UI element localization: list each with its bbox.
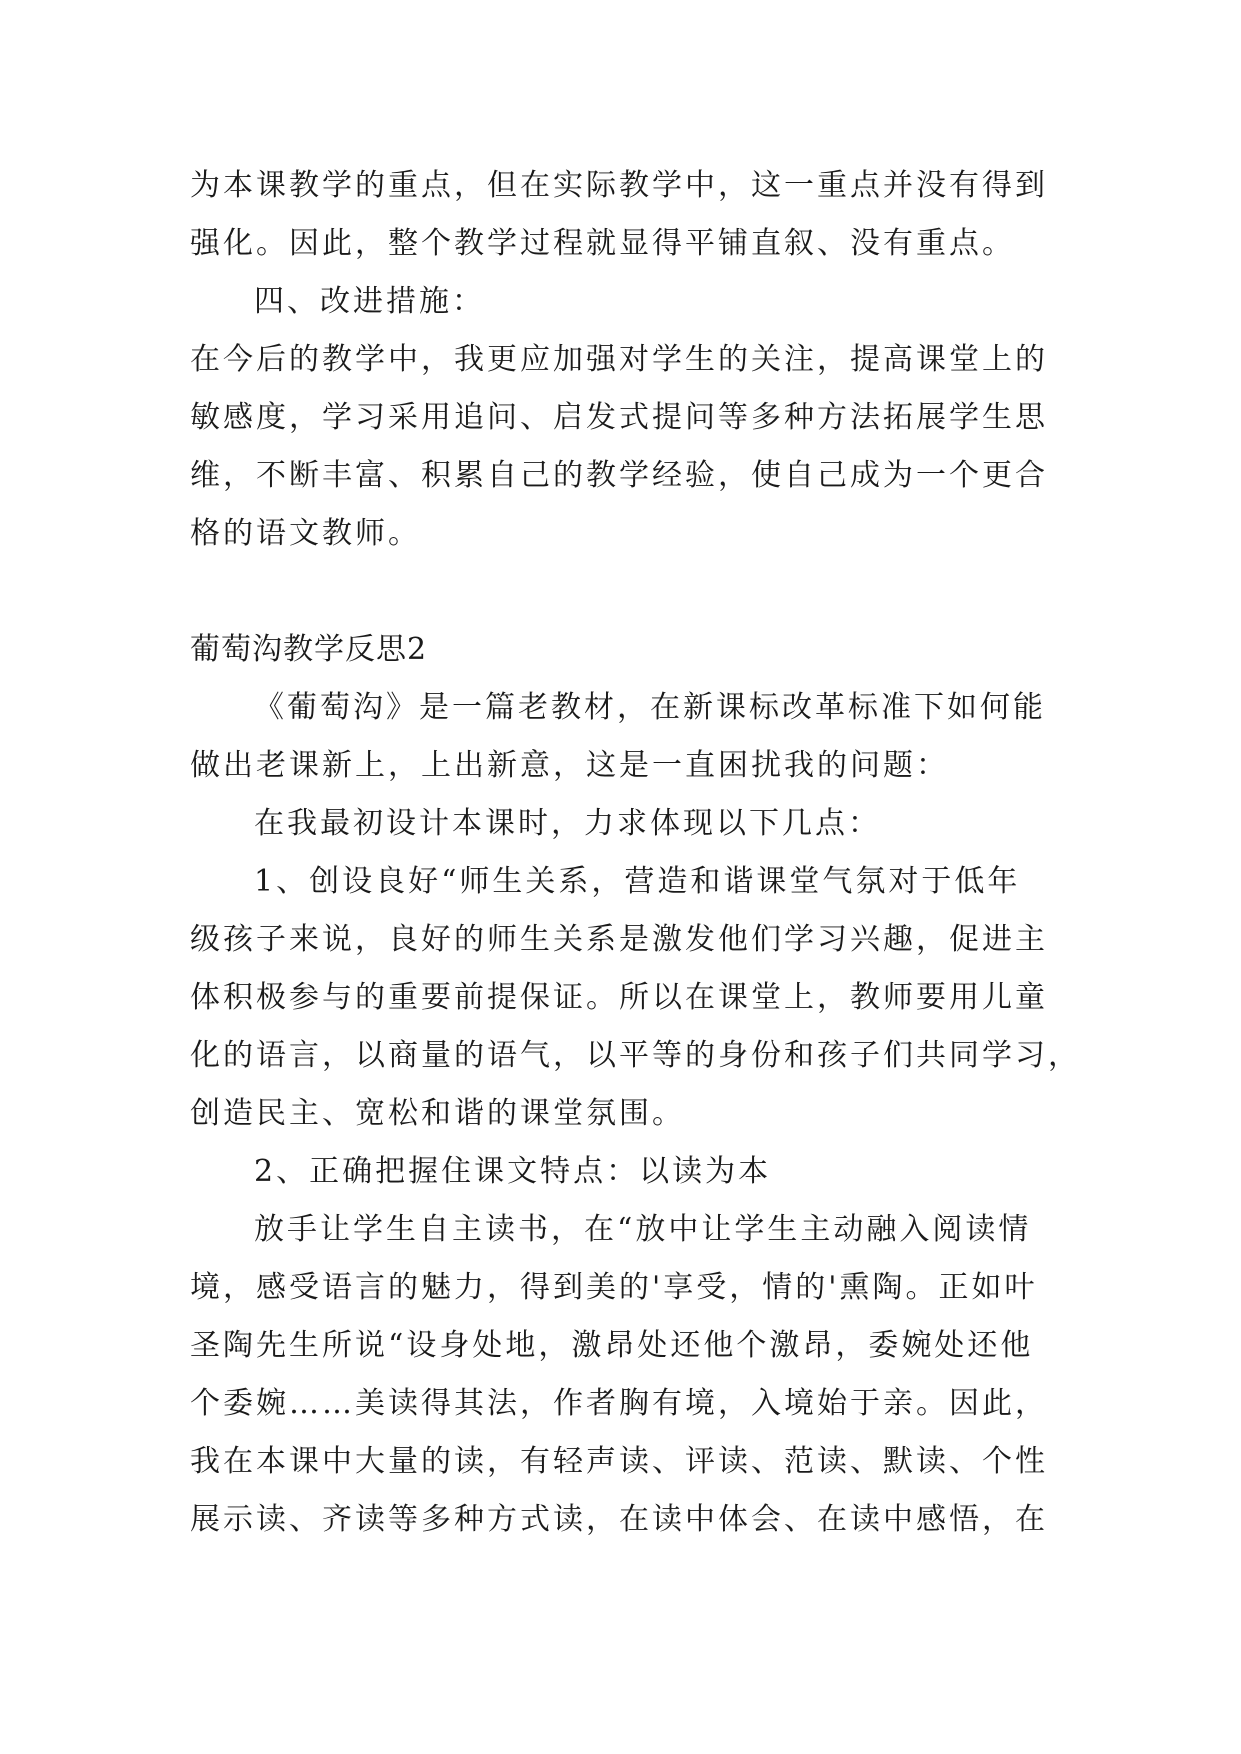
paragraph-line: 1、创设良好“师生关系，营造和谐课堂气氛对于低年 [254,864,1021,899]
paragraph-line: 创造民主、宽松和谐的课堂氛围。 [190,1096,685,1131]
paragraph-line: 境，感受语言的魅力，得到美的'享受，情的'熏陶。正如叶 [190,1270,1038,1305]
section-heading: 四、改进措施： [254,284,485,319]
paragraph-line: 做出老课新上，上出新意，这是一直困扰我的问题： [190,748,949,783]
paragraph-line: 级孩子来说，良好的师生关系是激发他们学习兴趣，促进主 [190,922,1048,957]
paragraph-line: 我在本课中大量的读，有轻声读、评读、范读、默读、个性 [190,1444,1048,1479]
paragraph-line: 在今后的教学中，我更应加强对学生的关注，提高课堂上的 [190,342,1048,377]
paragraph-line: 维，不断丰富、积累自己的教学经验，使自己成为一个更合 [190,458,1048,493]
paragraph-line: 圣陶先生所说“设身处地，激昂处还他个激昂，委婉处还他 [190,1328,1034,1363]
paragraph-line: 强化。因此，整个教学过程就显得平铺直叙、没有重点。 [190,226,1015,261]
paragraph-line: 放手让学生自主读书，在“放中让学生主动融入阅读情 [254,1212,1032,1247]
paragraph-line: 为本课教学的重点，但在实际教学中，这一重点并没有得到 [190,168,1048,203]
paragraph-line: 《葡萄沟》是一篇老教材，在新课标改革标准下如何能 [254,690,1046,725]
paragraph-line: 化的语言，以商量的语气，以平等的身份和孩子们共同学习， [190,1038,1081,1073]
paragraph-line: 格的语文教师。 [190,516,421,551]
paragraph-line: 敏感度，学习采用追问、启发式提问等多种方法拓展学生思 [190,400,1048,435]
paragraph-line: 展示读、齐读等多种方式读，在读中体会、在读中感悟，在 [190,1502,1048,1537]
paragraph-line: 体积极参与的重要前提保证。所以在课堂上，教师要用儿童 [190,980,1048,1015]
paragraph-line: 2、正确把握住课文特点：以读为本 [254,1154,772,1189]
paragraph-line: 在我最初设计本课时，力求体现以下几点： [254,806,881,841]
paragraph-line: 个委婉……美读得其法，作者胸有境，入境始于亲。因此， [190,1386,1048,1421]
article-title: 葡萄沟教学反思2 [190,632,428,667]
